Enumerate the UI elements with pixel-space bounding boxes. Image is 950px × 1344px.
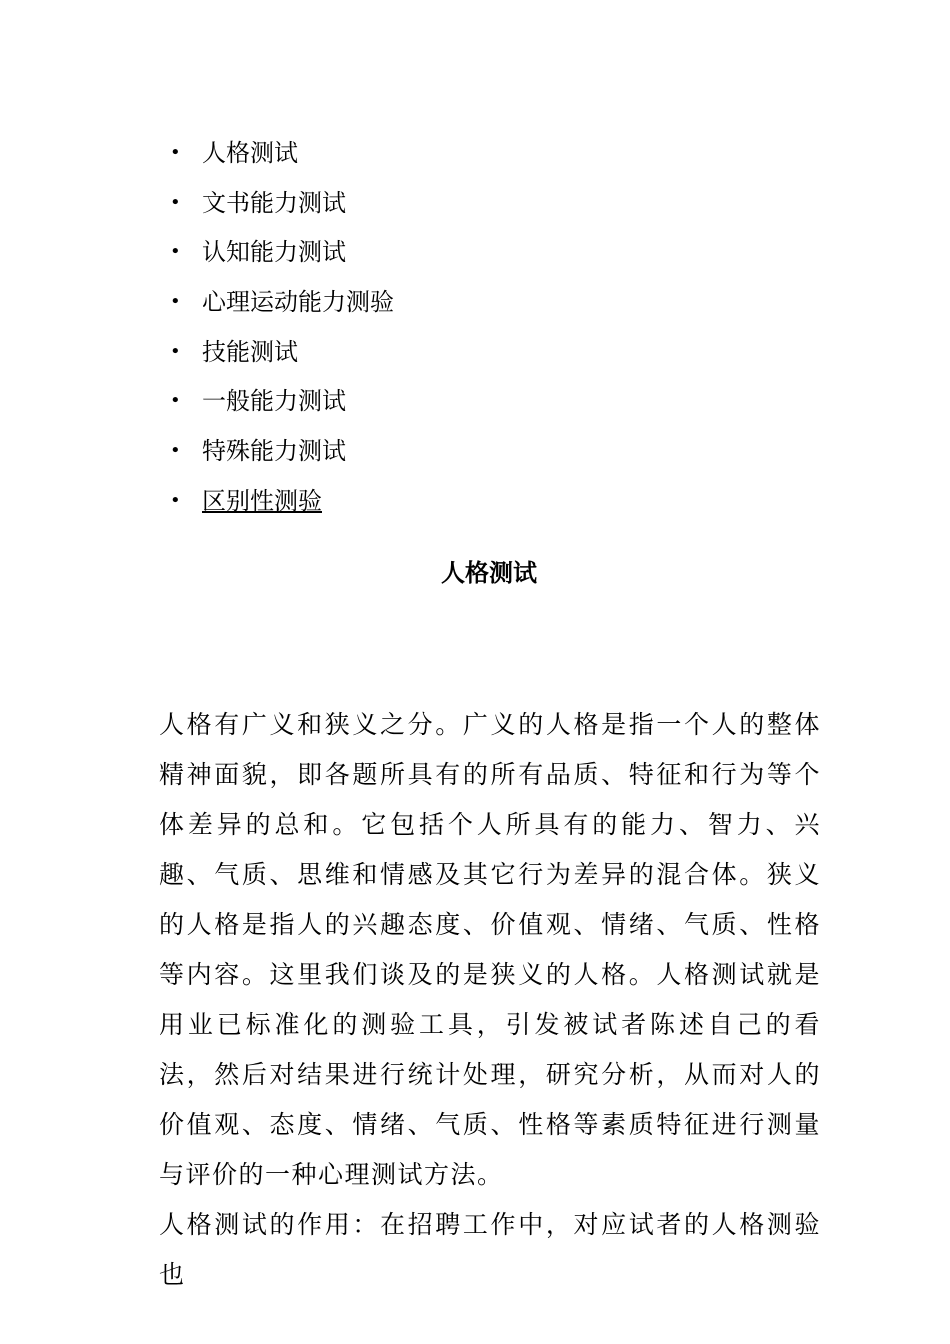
toc-item-label: 文书能力测试 (202, 188, 346, 217)
paragraph-purpose: 人格测试的作用：在招聘工作中，对应试者的人格测验也 (159, 1210, 821, 1289)
toc-item-1 (0, 133, 950, 183)
toc-item-label: 技能测试 (202, 337, 298, 366)
section-body (159, 700, 821, 1300)
toc-item-label: 特殊能力测试 (202, 437, 346, 466)
toc-item-label: 人格测试 (202, 139, 298, 167)
toc-item-3 (0, 232, 950, 282)
paragraph-definition: 人格有广义和狭义之分。广义的人格是指一个人的整体精神面貌，即各题所具有的所有品质、特征和行为等个体差异的总和。它包括个人所具有的能力、智力、兴趣、气质、思维和情感及其它行为差异的混合体。狭义的人格是指人的兴趣态度、价值观、情绪、气质、性格等内容。这里我们谈及的是狭义的人格。人格测试就是用业已标准化的测验工具，引发被试者陈述自己的看法，然后对结果进行统计处理，研究分析，从而对人的价值观、态度、情绪、气质、性格等素质特征进行测量与评价的一种心理测试方法。 (159, 710, 821, 1189)
toc-item-label: 认知能力测试 (202, 238, 346, 267)
bullet-icon: • (170, 191, 181, 213)
toc-item-label: 一般能力测试 (202, 387, 346, 416)
table-of-contents (0, 133, 950, 531)
bullet-icon: • (170, 291, 181, 313)
toc-item-2 (0, 183, 950, 233)
toc-item-6 (0, 381, 950, 431)
toc-link-distinction-test[interactable]: 区别性测验 (202, 486, 322, 515)
bullet-icon: • (170, 142, 181, 163)
toc-item-label: 心理运动能力测验 (202, 288, 394, 317)
section-title: 人格测试 (441, 558, 537, 587)
toc-item-4 (0, 282, 950, 332)
toc-item-7 (0, 431, 950, 481)
toc-item-8[interactable] (0, 481, 950, 531)
toc-item-5 (0, 332, 950, 382)
bullet-icon: • (170, 390, 181, 412)
bullet-icon: • (170, 241, 181, 263)
bullet-icon: • (170, 340, 181, 362)
bullet-icon: • (170, 440, 181, 462)
bullet-icon: • (170, 489, 181, 511)
